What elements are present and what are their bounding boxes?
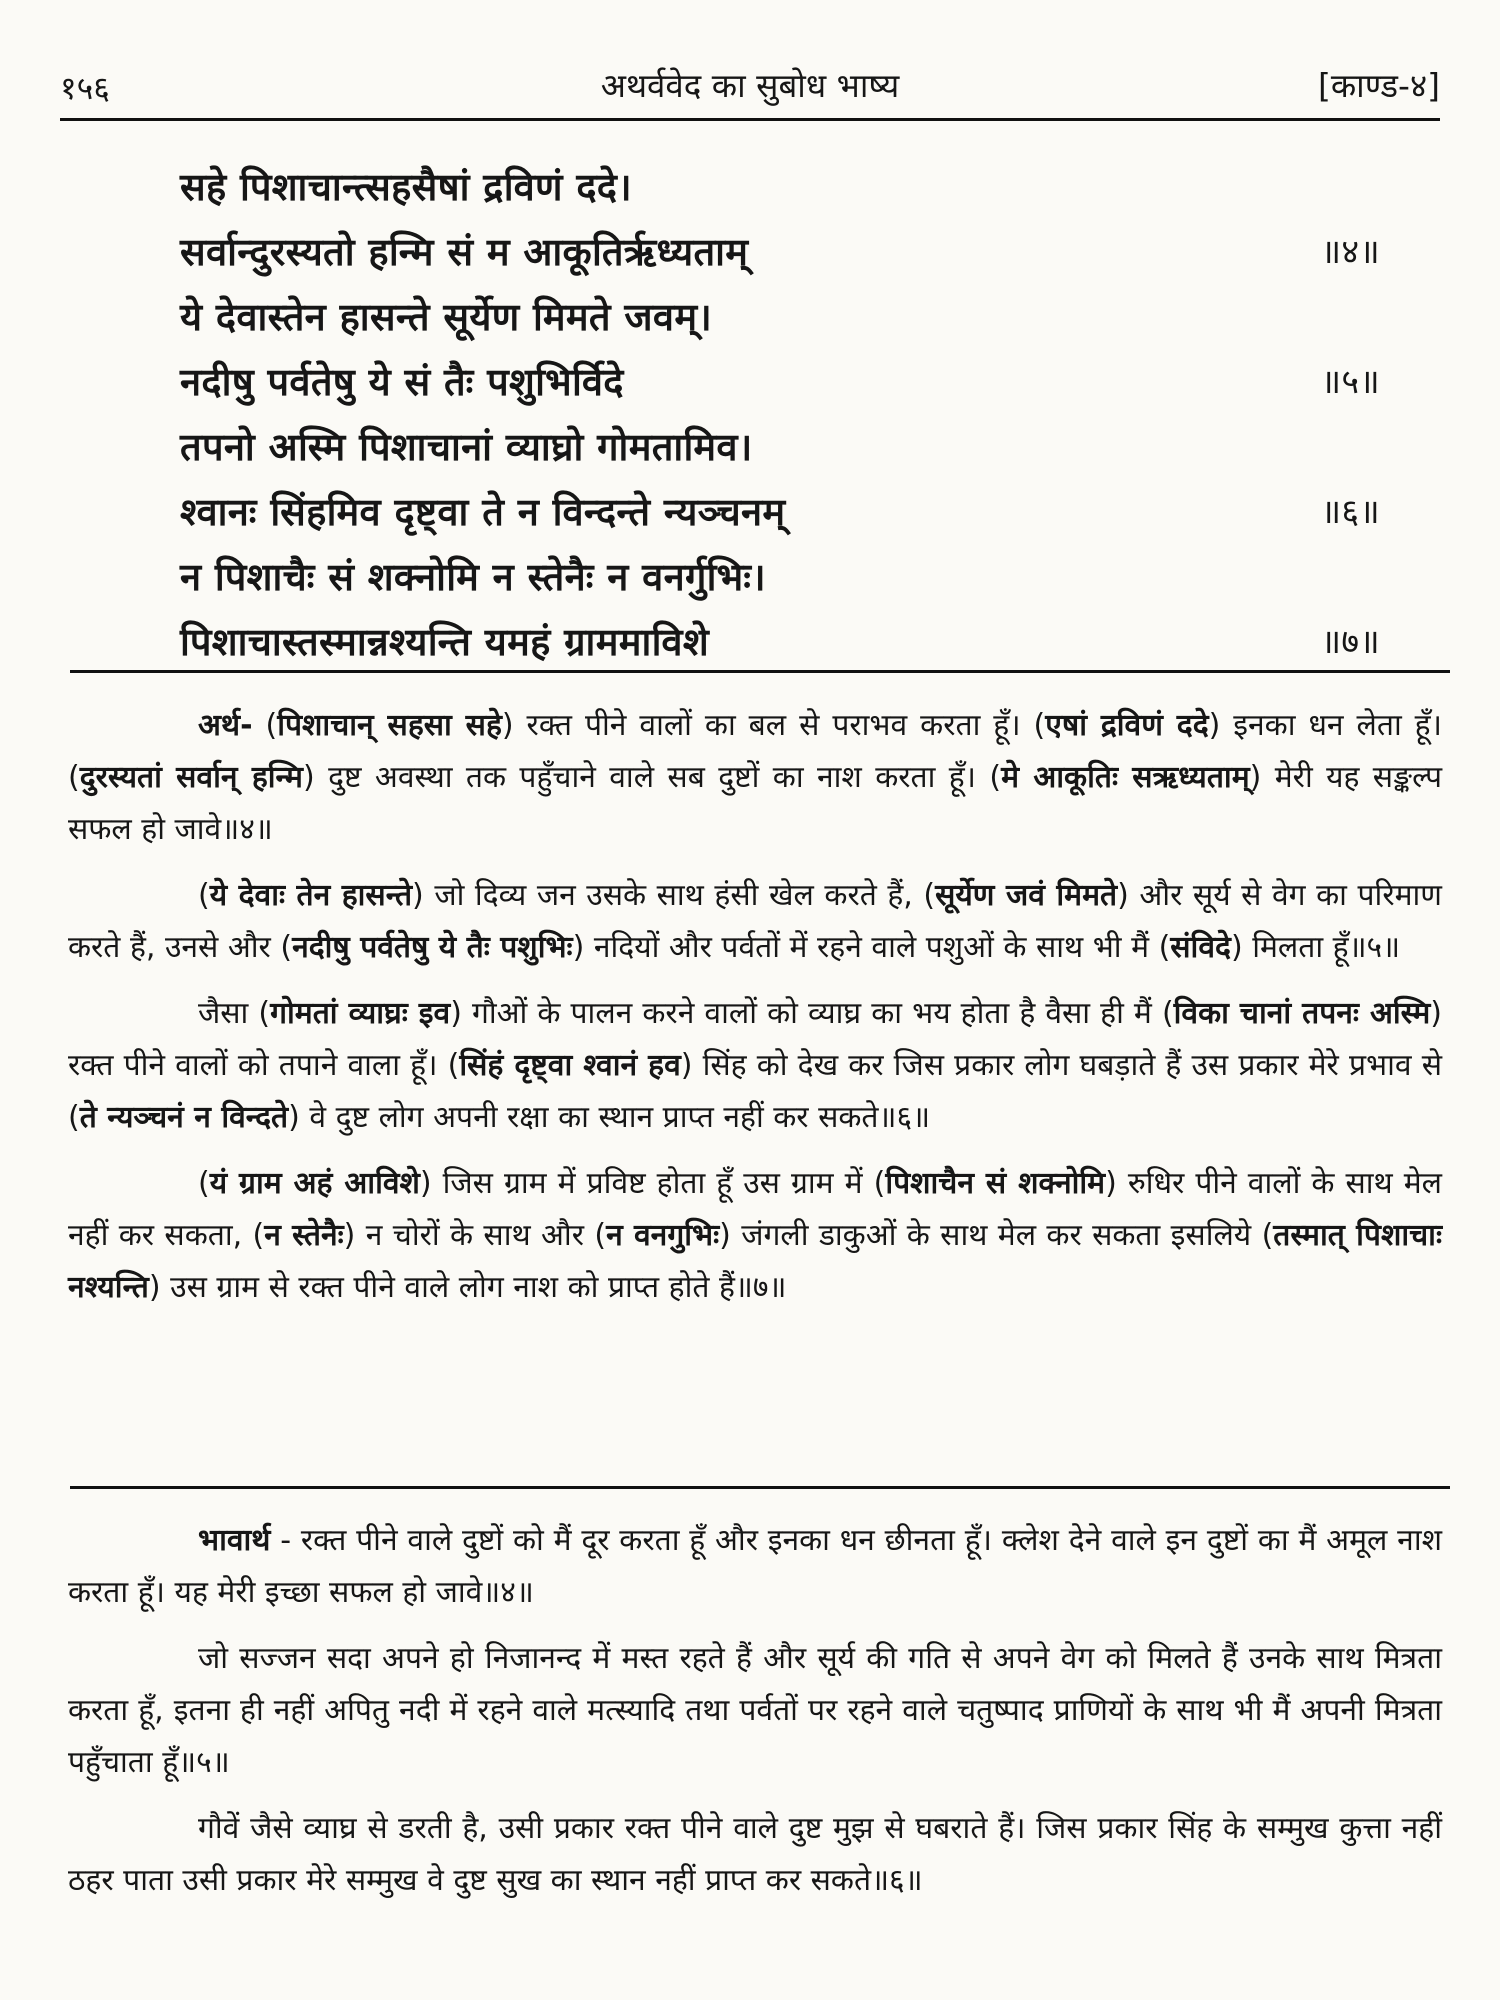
header-rule: [60, 118, 1440, 121]
gloss-term: एषां द्रविणं ददे: [1045, 708, 1209, 743]
text-run: ) रक्त पीने वालों को तपाने वाला हूँ। (: [68, 996, 1442, 1083]
verse-block: [180, 160, 1380, 680]
text-run: ) गौओं के पालन करने वालों को व्याघ्र का भय होता है वैसा ही मैं (: [450, 996, 1174, 1031]
verse-line: [180, 160, 1380, 225]
verse-line: [180, 485, 1380, 550]
gloss-term: सिंहं दृष्ट्वा श्वानं हव: [459, 1048, 681, 1083]
verse-line: [180, 355, 1380, 420]
gloss-term: ते न्यञ्चनं न विन्दते: [79, 1100, 289, 1135]
gloss-term: मे आकूतिः सऋध्यताम्: [1001, 760, 1250, 795]
gloss-term: विका चानां तपनः अस्मि: [1173, 996, 1431, 1031]
section-label: [काण्ड-४]: [1317, 66, 1440, 105]
verse-number: ॥७॥: [1320, 622, 1380, 662]
page-number: १५६: [60, 69, 110, 107]
text-run: ) और सूर्य से वेग का परिमाण करते हैं, उनसे और (: [68, 878, 1442, 965]
verse-text: न पिशाचैः सं शक्नोमि न स्तेनैः न वनर्गुभिः।: [180, 555, 766, 599]
text-run: (: [252, 708, 278, 743]
gloss-term: न वनगुभिः: [606, 1218, 720, 1253]
gloss-term: पिशाचान् सहसा सहे: [277, 708, 502, 743]
artha-label: अर्थ-: [198, 708, 253, 743]
verse-line: [180, 420, 1380, 485]
gloss-term: गोमतां व्याघ्रः इव: [270, 996, 451, 1031]
text-run: ) जंगली डाकुओं के साथ मेल कर सकता इसलिये (: [719, 1218, 1274, 1253]
gloss-term: ये देवाः तेन हासन्ते: [209, 878, 413, 913]
book-title: अथर्ववेद का सुबोध भाष्य: [600, 66, 900, 105]
bhavartha-paragraph: गौवें जैसे व्याघ्र से डरती है, उसी प्रकार रक्त पीने वाले दुष्ट मुझ से घबराते हैं। जिस प्रकार सिंह के सम्मुख कुत्ता नहीं ठहर पाता उसी प्रकार मेरे सम्मुख वे दुष्ट सुख का स्थान नहीं प्राप्त कर सकते॥६॥: [68, 1811, 1442, 1898]
verse-text: श्वानः सिंहमिव दृष्ट्वा ते न विन्दन्ते न्यञ्चनम्: [180, 490, 786, 534]
text-run: ) रक्त पीने वालों का बल से पराभव करता हूँ। (: [501, 708, 1046, 743]
gloss-term: नदीषु पर्वतेषु ये तैः पशुभिः: [292, 930, 573, 965]
bhavartha-paragraph: [68, 1515, 1442, 1619]
verse-line: [180, 290, 1380, 355]
verse-text: तपनो अस्मि पिशाचानां व्याघ्रो गोमतामिव।: [180, 425, 753, 469]
text-run: ) मेरी यह सङ्कल्प सफल हो जावे॥४॥: [68, 760, 1442, 847]
verse-number: ॥४॥: [1320, 232, 1380, 272]
gloss-term: न स्तेनैः: [264, 1218, 344, 1253]
verse-text: सहे पिशाचान्त्सहसैषां द्रविणं ददे।: [180, 165, 632, 209]
section-divider: [70, 670, 1450, 673]
gloss-term: तस्मात् पिशाचाः नश्यन्ति: [68, 1218, 1443, 1305]
section-divider: [70, 1486, 1450, 1489]
text-run: (: [198, 1166, 210, 1201]
artha-paragraph: [68, 988, 1442, 1144]
bhavartha-label: भावार्थ: [198, 1523, 271, 1558]
artha-section: [68, 700, 1442, 1328]
text-run: ) जिस ग्राम में प्रविष्ट होता हूँ उस ग्राम में (: [419, 1166, 886, 1201]
text-run: ) दुष्ट अवस्था तक पहुँचाने वाले सब दुष्टों का नाश करता हूँ। (: [303, 760, 1002, 795]
page-header: [40, 58, 1460, 118]
gloss-term: दुरस्यतां सर्वान् हन्मि: [79, 760, 303, 795]
artha-paragraph: [68, 1158, 1442, 1314]
verse-text: सर्वान्दुरस्यतो हन्मि सं म आकूतिर्ऋध्यताम्: [180, 230, 749, 274]
text-run: ) जो दिव्य जन उसके साथ हंसी खेल करते हैं, (: [412, 878, 936, 913]
verse-text: नदीषु पर्वतेषु ये सं तैः पशुभिर्विदे: [180, 360, 624, 404]
text-run: ) सिंह को देख कर जिस प्रकार लोग घबड़ाते हैं उस प्रकार मेरे प्रभाव से (: [68, 1048, 1442, 1135]
text-run: ) उस ग्राम से रक्त पीने वाले लोग नाश को प्राप्त होते हैं॥७॥: [148, 1270, 787, 1305]
artha-paragraph: [68, 700, 1442, 856]
verse-number: ॥५॥: [1320, 362, 1380, 402]
verse-text: पिशाचास्तस्मान्नश्यन्ति यमहं ग्राममाविशे: [180, 620, 710, 664]
text-run: ) न चोरों के साथ और (: [343, 1218, 607, 1253]
gloss-term: पिशाचैन सं शक्नोमि: [885, 1166, 1106, 1201]
bhavartha-section: [68, 1515, 1442, 1921]
text-run: ) नदियों और पर्वतों में रहने वाले पशुओं के साथ भी मैं (: [572, 930, 1171, 965]
artha-paragraph: [68, 870, 1442, 974]
verse-line: [180, 550, 1380, 615]
text-run: ) मिलता हूँ॥५॥: [1230, 930, 1401, 965]
text-run: ) वे दुष्ट लोग अपनी रक्षा का स्थान प्राप्त नहीं कर सकते॥६॥: [288, 1100, 931, 1135]
text-run: - रक्त पीने वाले दुष्टों को मैं दूर करता हूँ और इनका धन छीनता हूँ। क्लेश देने वाले इन दुष्टों का मैं अमूल नाश करता हूँ। यह मेरी इच्छा सफल हो जावे॥४॥: [68, 1523, 1442, 1610]
text-run: (: [198, 878, 210, 913]
verse-line: [180, 225, 1380, 290]
gloss-term: यं ग्राम अहं आविशे: [209, 1166, 420, 1201]
verse-number: ॥६॥: [1320, 492, 1380, 532]
text-run: जैसा (: [198, 996, 271, 1031]
gloss-term: सूर्येण जवं मिमते: [935, 878, 1118, 913]
text-run: ) रुधिर पीने वालों के साथ मेल नहीं कर सकता, (: [68, 1166, 1442, 1253]
verse-text: ये देवास्तेन हासन्ते सूर्येण मिमते जवम्।: [180, 295, 713, 339]
gloss-term: संविदे: [1170, 930, 1231, 965]
text-run: ) इनका धन लेता हूँ। (: [68, 708, 1442, 795]
bhavartha-paragraph: जो सज्जन सदा अपने हो निजानन्द में मस्त रहते हैं और सूर्य की गति से अपने वेग को मिलते हैं उनके साथ मित्रता करता हूँ, इतना ही नहीं अपितु नदी में रहने वाले मत्स्यादि तथा पर्वतों पर रहने वाले चतुष्पाद प्राणियों के साथ भी मैं अपनी मित्रता पहुँचाता हूँ॥५॥: [68, 1641, 1442, 1780]
